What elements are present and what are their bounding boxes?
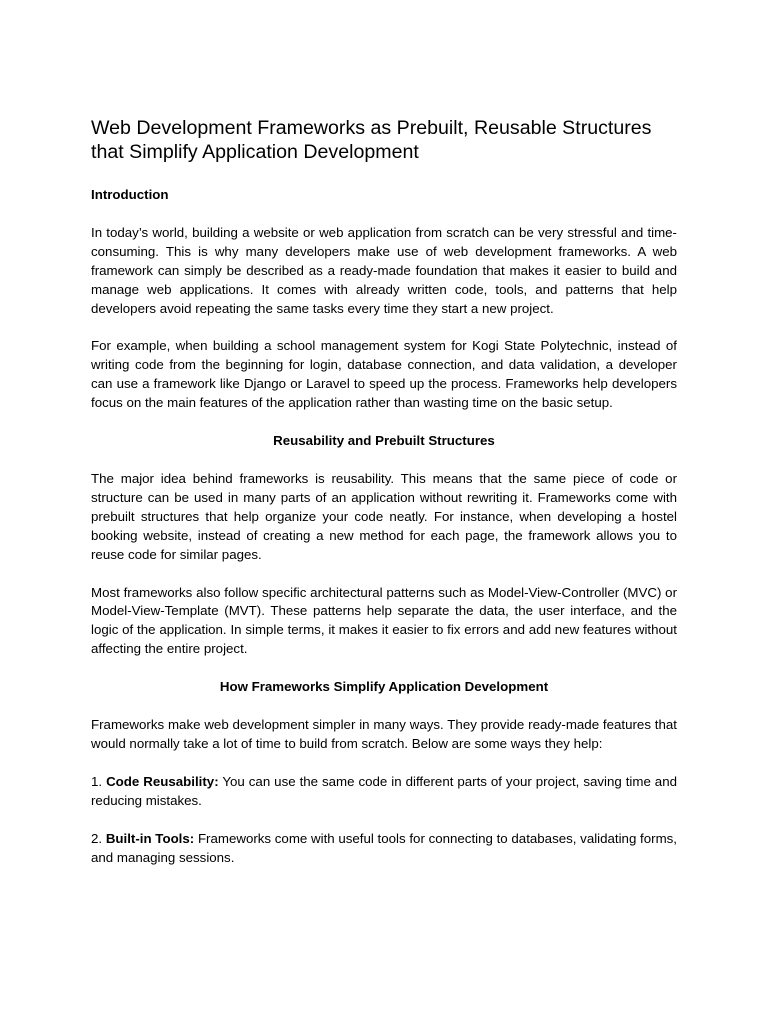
- document-title: Web Development Frameworks as Prebuilt, Reusable Structures that Simplify Application Development: [91, 117, 652, 163]
- paragraph-reuse-2: Most frameworks also follow specific architectural patterns such as Model-View-Controller (MVC) or Model-View-Template (MVT). These patterns help separate the data, the user interface, and the logic of the application. In simple terms, it makes it easier to fix errors and add new features without affecting the entire project.: [91, 584, 677, 657]
- section-heading-introduction: Introduction: [91, 187, 169, 202]
- list-item-term: Built-in Tools:: [105, 830, 195, 846]
- list-item-text: You can use the same code in different parts of your project, saving time and reducing mistakes.: [91, 773, 677, 808]
- list-item-number: 1.: [91, 773, 103, 789]
- document-page: [91, 116, 677, 886]
- paragraph-intro-1: In today’s world, building a website or web application from scratch can be very stressful and time-consuming. This is why many developers make use of web development frameworks. A web framework can simply be described as a ready-made foundation that makes it easier to build and manage web applications. It comes with already written code, tools, and patterns that help developers avoid repeating the same tasks every time they start a new project.: [91, 224, 677, 316]
- list-item-code-reusability: [91, 773, 677, 811]
- list-item-term: Code Reusability:: [106, 773, 219, 789]
- section-heading-simplify: How Frameworks Simplify Application Development: [219, 679, 549, 695]
- list-item-number: 2.: [91, 830, 103, 846]
- list-item-text: Frameworks come with useful tools for connecting to databases, validating forms, and managing sessions.: [91, 830, 677, 865]
- paragraph-reuse-1: The major idea behind frameworks is reusability. This means that the same piece of code or structure can be used in many parts of an application without rewriting it. Frameworks come with prebuilt structures that help organize your code neatly. For instance, when developing a hostel booking website, instead of creating a new method for each page, the framework allows you to reuse code for similar pages.: [91, 470, 677, 562]
- paragraph-intro-2: For example, when building a school management system for Kogi State Polytechnic, instead of writing code from the beginning for login, database connection, and data validation, a developer can use a framework like Django or Laravel to speed up the process. Frameworks help developers focus on the main features of the application rather than wasting time on the basic setup.: [91, 338, 677, 411]
- paragraph-simplify-1: Frameworks make web development simpler in many ways. They provide ready-made features that would normally take a lot of time to build from scratch. Below are some ways they help:: [91, 717, 677, 751]
- list-item-built-in-tools: [91, 830, 677, 868]
- section-heading-reusability: Reusability and Prebuilt Structures: [273, 433, 495, 449]
